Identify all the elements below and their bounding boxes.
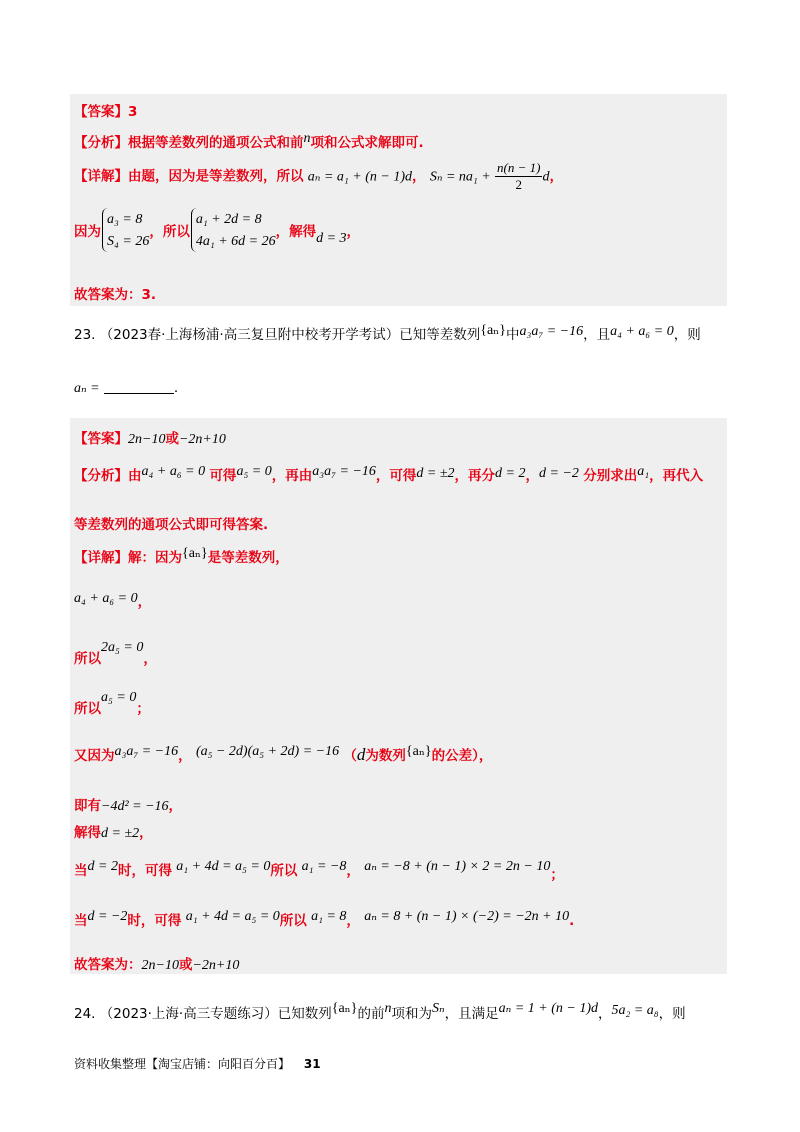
q23-detail-intro: 【详解】解：因为{aₙ}是等差数列， [74,546,289,566]
answer-tag: 【答案】 [74,104,128,120]
q23-detail-l2: 所以2a₅ = 0， [74,640,157,667]
page-footer [74,1055,321,1072]
formula-an: aₙ = a₁ + (n − 1)d [307,169,413,185]
q23-answer: 【答案】2n−10或−2n+10 [74,431,226,447]
answer-value: 3 [128,104,138,120]
q23-question: 23. （2023春·上海杨浦·高三复旦附中校考开学考试）已知等差数列{aₙ}中a₃a₇ = −16，且a₄ + a₆ = 0，则 [74,323,701,343]
q23-solution-box [70,418,727,974]
q23-detail-l4: 又因为a₃a₇ = −16， (a₅ − 2d)(a₅ + 2d) = −16 （d为数列{aₙ}的公差）， [74,744,493,764]
q23-detail-l1: a₄ + a₆ = 0， [74,591,152,610]
q22-final: 故答案为：3. [74,287,157,303]
q22-analysis: 【分析】根据等差数列的通项公式和前n项和公式求解即可. [74,131,424,151]
answer-blank [104,381,174,394]
system-brace-2: a₁ + 2d = 8 4a₁ + 6d = 26 [191,208,276,252]
q24-question: 24. （2023·上海·高三专题练习）已知数列{aₙ}的前n项和为Sₙ，且满足aₙ = 1 + (n − 1)d，5a₂ = a₈，则 [74,1001,686,1022]
q23-detail-l5: 即有−4d² = −16， [74,798,183,814]
page-number: 31 [303,1057,321,1071]
q23-case2: 当d = −2时，可得 a₁ + 4d = a₅ = 0所以 a₁ = 8， aₙ = 8 + (n − 1) × (−2) = −2n + 10. [74,909,575,929]
system-brace-1: a₃ = 8 S₄ = 26 [102,208,149,252]
q23-detail-l3: 所以a₅ = 0； [74,690,150,717]
q23-detail-l6: 解得d = ±2， [74,825,153,841]
q22-detail: 【详解】由题，因为是等差数列，所以 aₙ = a₁ + (n − 1)d， Sₙ = na₁ + $\frac{n(n - 1)}{2}$ d， [74,160,563,192]
q23-ask: aₙ = . [74,380,179,396]
footer-text: 资料收集整理【淘宝店铺：向阳百分百】 [74,1057,291,1071]
q23-analysis-line2: 等差数列的通项公式即可得答案. [74,517,269,533]
formula-sn: Sₙ = na₁ + [429,169,491,185]
q22-solution-box [70,94,727,306]
q22-answer [74,100,137,120]
q22-system: 因为a₃ = 8 S₄ = 26，所以a₁ + 2d = 8 4a₁ + 6d = 26，解得d = 3， [74,208,360,252]
q23-case1: 当d = 2时，可得 a₁ + 4d = a₅ = 0所以 a₁ = −8， aₙ = −8 + (n − 1) × 2 = 2n − 10； [74,859,564,883]
sn-fraction: $\frac{n(n - 1)}{2}$ [497,160,541,192]
q23-analysis: 【分析】由a₄ + a₆ = 0 可得a₅ = 0，再由a₃a₇ = −16，可得d = ±2，再分d = 2，d = −2 分别求出a₁，再代入 [74,464,704,484]
q23-final: 故答案为：2n−10或−2n+10 [74,957,240,973]
